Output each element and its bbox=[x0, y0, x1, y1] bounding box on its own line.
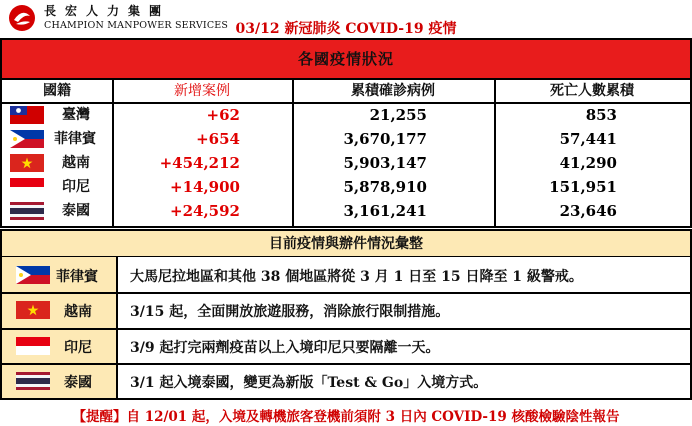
total-cases-value: 5,878,910 bbox=[343, 178, 427, 196]
column-header-country: 國籍 bbox=[43, 83, 71, 99]
policy-text: 3/9 起打完兩劑疫苗以上入境印尼只要隔離一天。 bbox=[130, 340, 440, 356]
thailand-flag-icon bbox=[16, 372, 50, 390]
brand-name-english: CHAMPION MANPOWER SERVICES bbox=[44, 20, 229, 31]
total-cases-value: 3,670,177 bbox=[343, 130, 427, 148]
reminder-footer: 【提醒】自 12/01 起，入境及轉機旅客登機前須附 3 日內 COVID-19 核酸檢驗陰性報告 bbox=[72, 409, 620, 425]
policy-text: 大馬尼拉地區和其他 38 個地區將從 3 月 1 日至 15 日降至 1 級警戒。 bbox=[130, 269, 583, 285]
vietnam-flag-icon bbox=[16, 301, 50, 319]
policy-table bbox=[0, 257, 692, 400]
deaths-value: 23,646 bbox=[559, 202, 617, 220]
new-cases-value: +14,900 bbox=[170, 178, 240, 196]
country-label: 越南 bbox=[62, 155, 90, 171]
indonesia-flag-icon bbox=[10, 178, 44, 196]
column-header-total-cases: 累積確診病例 bbox=[351, 83, 435, 99]
total-cases-value: 3,161,241 bbox=[343, 202, 427, 220]
country-label: 菲律賓 bbox=[54, 131, 96, 147]
country-label: 印尼 bbox=[62, 179, 90, 195]
policy-table-title: 目前疫情與辦件情況彙整 bbox=[0, 229, 692, 257]
taiwan-flag-icon bbox=[10, 106, 44, 124]
column-header-deaths: 死亡人數累積 bbox=[550, 83, 634, 99]
stats-table-title: 各國疫情狀況 bbox=[2, 40, 690, 78]
policy-text: 3/1 起入境泰國，變更為新版「Test & Go」入境方式。 bbox=[130, 375, 488, 391]
deaths-value: 41,290 bbox=[559, 154, 617, 172]
new-cases-value: +454,212 bbox=[159, 154, 240, 172]
brand-name-chinese: 長宏人力集團 bbox=[44, 4, 171, 18]
policy-country-label: 菲律賓 bbox=[56, 269, 98, 285]
thailand-flag-icon bbox=[10, 202, 44, 220]
country-label: 泰國 bbox=[62, 203, 90, 219]
total-cases-value: 5,903,147 bbox=[343, 154, 427, 172]
vietnam-flag-icon bbox=[10, 154, 44, 172]
deaths-value: 853 bbox=[585, 106, 617, 124]
page-title: 03/12 新冠肺炎 COVID-19 疫情 bbox=[235, 21, 457, 37]
column-header-new-cases: 新增案例 bbox=[174, 83, 230, 99]
deaths-value: 57,441 bbox=[559, 130, 617, 148]
policy-country-label: 越南 bbox=[64, 304, 92, 320]
philippines-flag-icon bbox=[10, 130, 44, 148]
country-label: 臺灣 bbox=[62, 107, 90, 123]
philippines-flag-icon bbox=[16, 266, 50, 284]
total-cases-value: 21,255 bbox=[369, 106, 427, 124]
new-cases-value: +654 bbox=[196, 130, 240, 148]
deaths-value: 151,951 bbox=[549, 178, 617, 196]
new-cases-value: +24,592 bbox=[170, 202, 240, 220]
policy-country-label: 泰國 bbox=[64, 375, 92, 391]
policy-country-label: 印尼 bbox=[64, 340, 92, 356]
stats-table bbox=[0, 38, 692, 228]
policy-text: 3/15 起，全面開放旅遊服務，消除旅行限制措施。 bbox=[130, 304, 450, 320]
indonesia-flag-icon bbox=[16, 337, 50, 355]
new-cases-value: +62 bbox=[206, 106, 240, 124]
